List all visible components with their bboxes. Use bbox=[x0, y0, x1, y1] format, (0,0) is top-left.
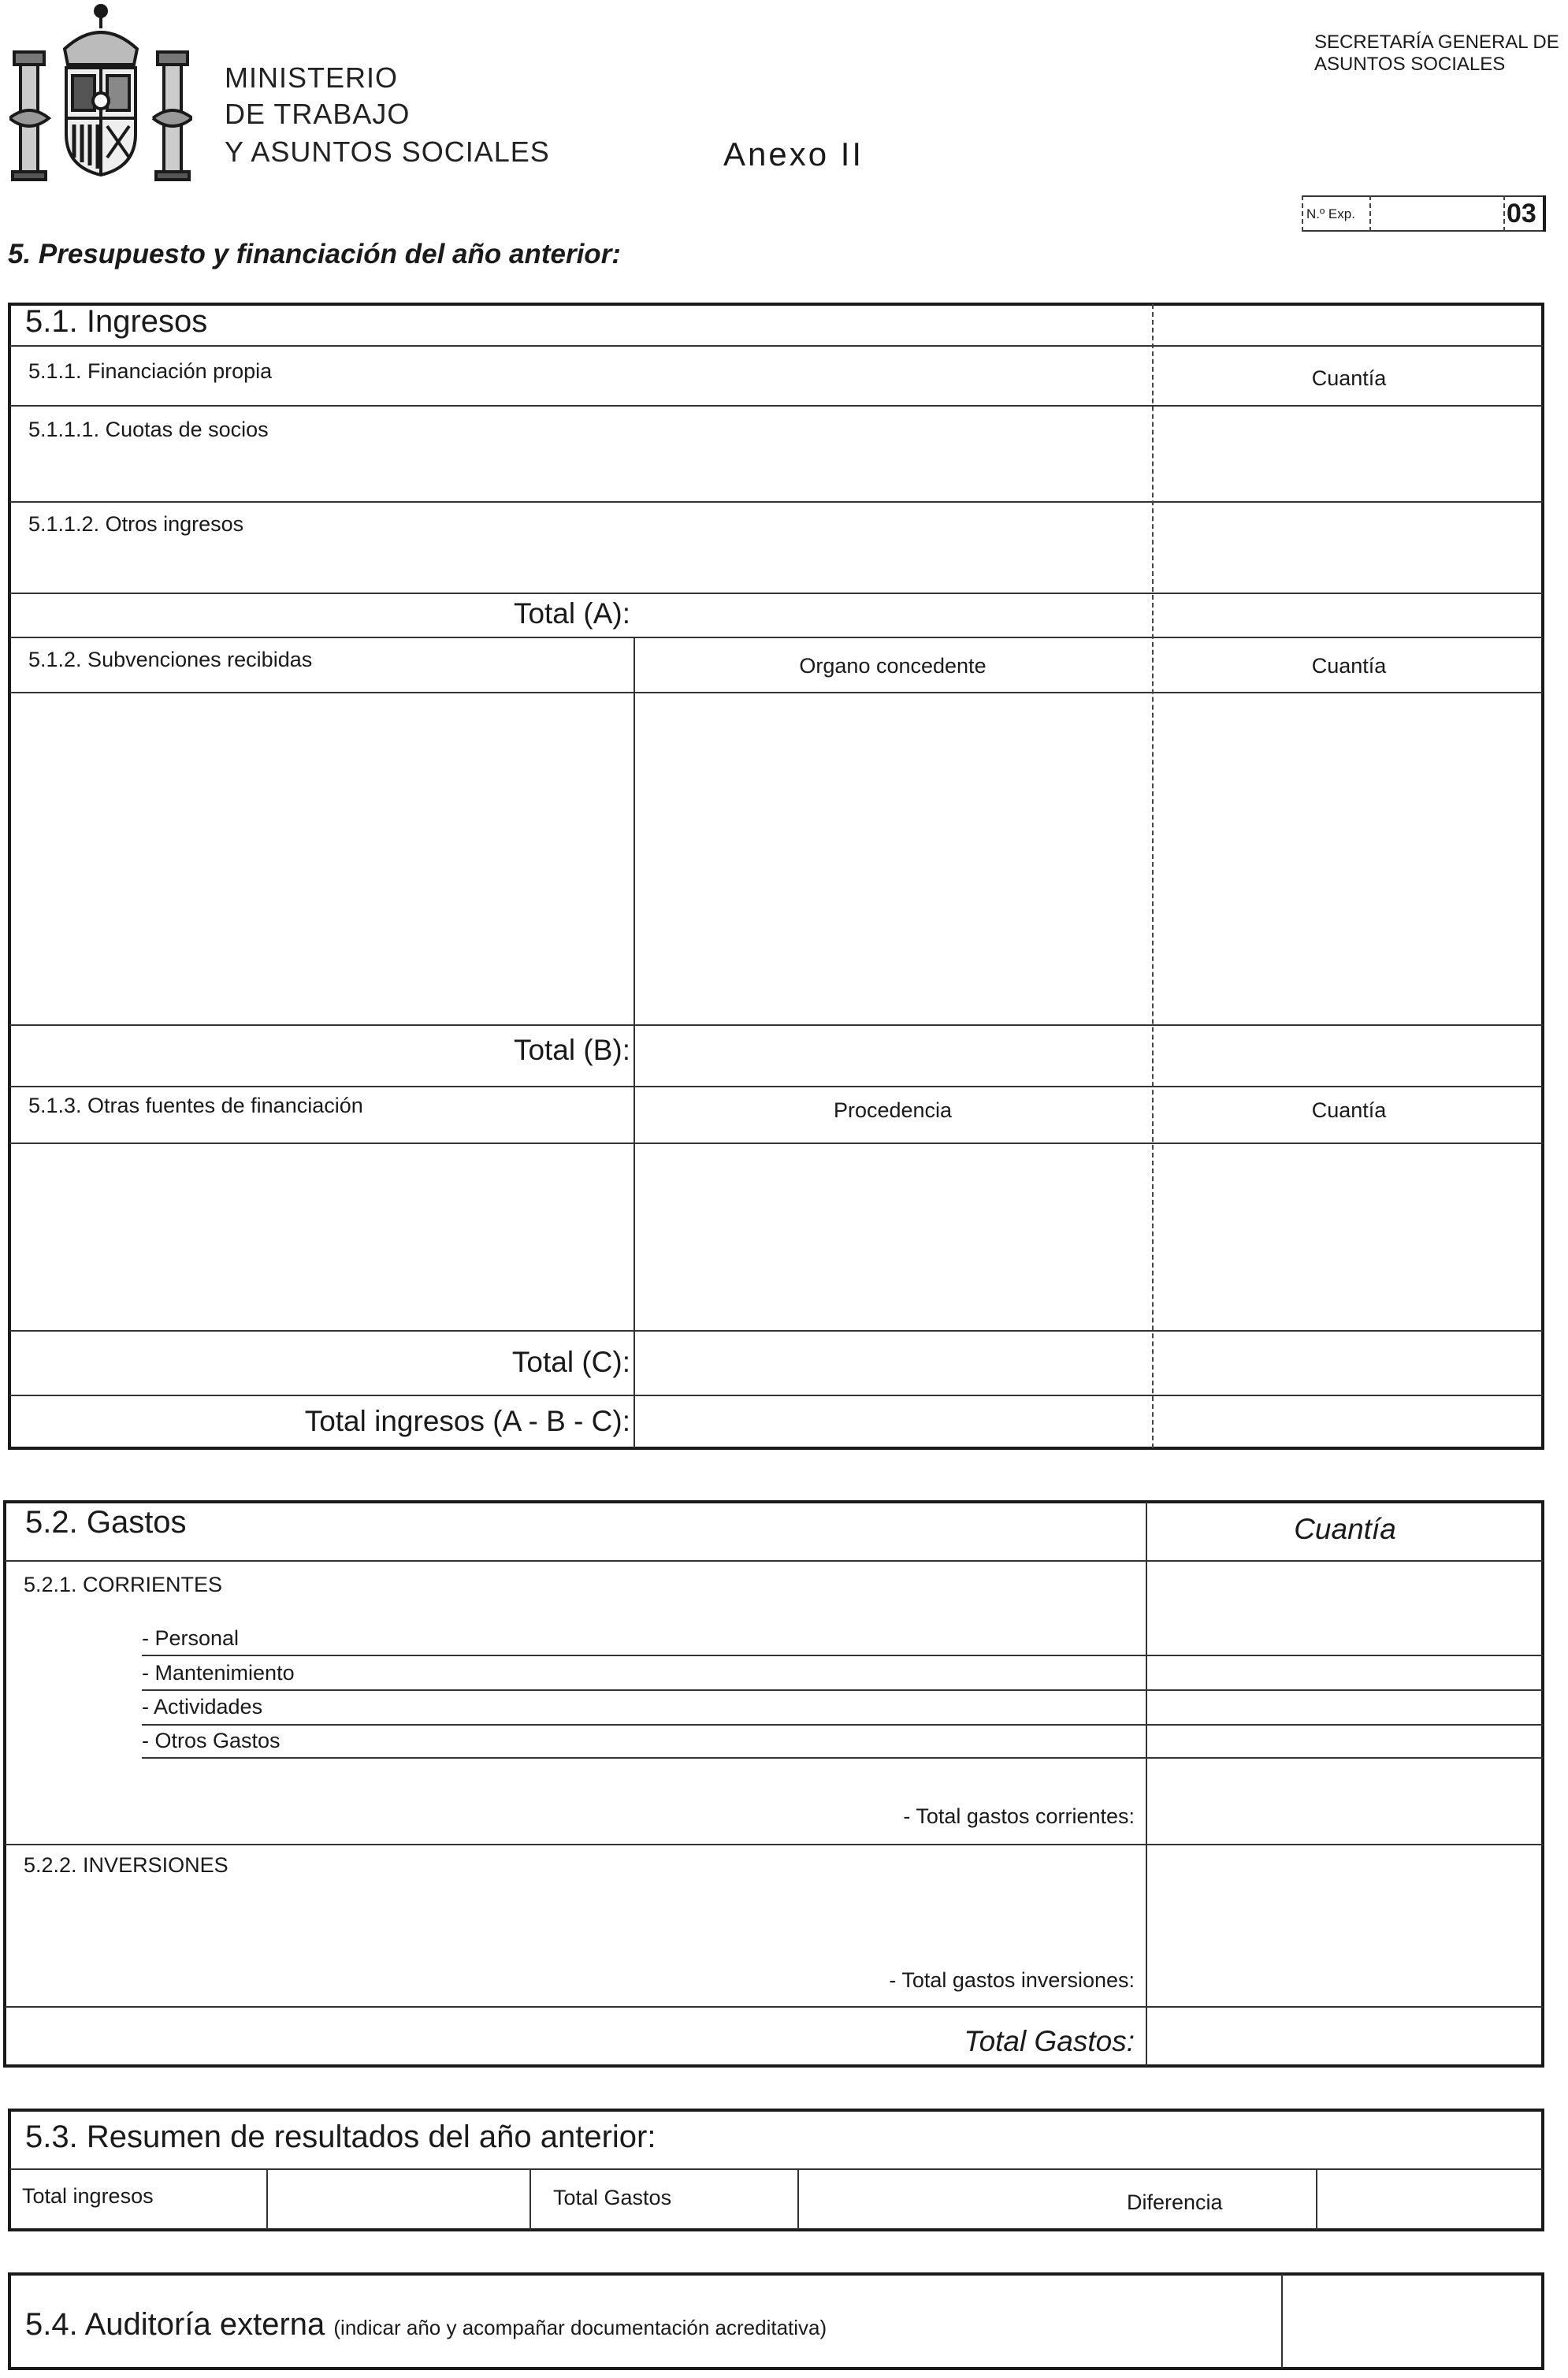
total-c-field[interactable] bbox=[637, 1333, 1541, 1393]
subvenciones-entry-area[interactable] bbox=[11, 695, 632, 1023]
otras-fuentes-amount-area[interactable] bbox=[1155, 1146, 1541, 1328]
resumen-title: 5.3. Resumen de resultados del año anterior: bbox=[25, 2120, 656, 2154]
expediente-code: 03 bbox=[1507, 199, 1536, 229]
fin-propia-label: 5.1.1. Financiación propia bbox=[28, 359, 273, 383]
total-inversiones-field[interactable] bbox=[1149, 1847, 1541, 2005]
auditoria-note: (indicar año y acompañar documentación acreditativa) bbox=[333, 2316, 827, 2339]
organo-entry-area[interactable] bbox=[637, 695, 1150, 1023]
total-ingresos-label: Total ingresos (A - B - C): bbox=[304, 1405, 630, 1437]
subvenciones-amount-area[interactable] bbox=[1155, 695, 1541, 1023]
cuotas-amount-field[interactable] bbox=[1155, 408, 1541, 498]
ministry-line-1: MINISTERIO bbox=[225, 61, 399, 94]
mantenimiento-amount-field[interactable] bbox=[1149, 1658, 1541, 1688]
secretaria-line-1: SECRETARÍA GENERAL DE bbox=[1314, 32, 1559, 53]
otras-fuentes-label: 5.1.3. Otras fuentes de financiación bbox=[28, 1094, 363, 1117]
resumen-diferencia-field[interactable] bbox=[1319, 2172, 1541, 2228]
secretaria-line-2: ASUNTOS SOCIALES bbox=[1314, 54, 1506, 75]
total-c-label: Total (C): bbox=[511, 1346, 630, 1378]
total-a-label: Total (A): bbox=[513, 597, 630, 630]
cuantia-header-1: Cuantía bbox=[1311, 366, 1387, 390]
total-b-label: Total (B): bbox=[513, 1034, 630, 1066]
resumen-total-gastos-label: Total Gastos bbox=[553, 2186, 672, 2209]
resumen-total-gastos-field[interactable] bbox=[801, 2172, 1116, 2228]
annex-label: Anexo II bbox=[723, 136, 864, 173]
total-corrientes-label: - Total gastos corrientes: bbox=[903, 1804, 1135, 1828]
expediente-label: N.º Exp. bbox=[1306, 206, 1355, 221]
cuantia-header-3: Cuantía bbox=[1311, 1098, 1387, 1122]
gasto-item-otros: - Otros Gastos bbox=[142, 1729, 281, 1752]
auditoria-title-text: 5.4. Auditoría externa bbox=[25, 2307, 325, 2342]
auditoria-field[interactable] bbox=[1284, 2276, 1541, 2367]
otros-ingresos-amount-field[interactable] bbox=[1155, 504, 1541, 591]
total-ingresos-field[interactable] bbox=[637, 1398, 1541, 1447]
ministry-line-2: DE TRABAJO bbox=[225, 98, 411, 130]
actividades-amount-field[interactable] bbox=[1149, 1692, 1541, 1722]
organo-header: Organo concedente bbox=[799, 654, 987, 678]
total-inversiones-label: - Total gastos inversiones: bbox=[889, 1968, 1135, 1992]
gastos-title: 5.2. Gastos bbox=[25, 1505, 187, 1540]
gasto-item-personal: - Personal bbox=[142, 1626, 240, 1650]
ingresos-title: 5.1. Ingresos bbox=[25, 304, 208, 339]
otros-gastos-amount-field[interactable] bbox=[1149, 1727, 1541, 1756]
total-gastos-label: Total Gastos: bbox=[964, 2025, 1135, 2057]
coat-of-arms-logo bbox=[9, 0, 192, 183]
otros-ingresos-label: 5.1.1.2. Otros ingresos bbox=[28, 512, 244, 536]
subvenciones-label: 5.1.2. Subvenciones recibidas bbox=[28, 648, 313, 671]
total-b-field[interactable] bbox=[637, 1027, 1541, 1084]
cuotas-label: 5.1.1.1. Cuotas de socios bbox=[28, 418, 269, 441]
procedencia-entry-area[interactable] bbox=[637, 1146, 1150, 1328]
ministry-line-3: Y ASUNTOS SOCIALES bbox=[225, 136, 550, 168]
otras-fuentes-entry-area[interactable] bbox=[11, 1146, 632, 1328]
personal-amount-field[interactable] bbox=[1149, 1625, 1541, 1653]
gasto-item-actividades: - Actividades bbox=[142, 1695, 263, 1718]
gastos-cuantia-header: Cuantía bbox=[1294, 1513, 1396, 1545]
cuantia-header-2: Cuantía bbox=[1311, 654, 1387, 678]
procedencia-header: Procedencia bbox=[833, 1098, 953, 1122]
inversiones-label: 5.2.2. INVERSIONES bbox=[24, 1853, 229, 1877]
gasto-item-mantenimiento: - Mantenimiento bbox=[142, 1661, 295, 1685]
section-title: 5. Presupuesto y financiación del año anterior: bbox=[8, 239, 621, 269]
auditoria-title bbox=[25, 2307, 827, 2343]
total-corrientes-field[interactable] bbox=[1149, 1797, 1541, 1841]
expediente-field[interactable] bbox=[1371, 197, 1502, 230]
corrientes-label: 5.2.1. CORRIENTES bbox=[24, 1573, 223, 1596]
resumen-total-ingresos-label: Total ingresos bbox=[22, 2184, 154, 2208]
total-gastos-field[interactable] bbox=[1149, 2009, 1541, 2064]
resumen-diferencia-label: Diferencia bbox=[1127, 2190, 1223, 2214]
total-a-field[interactable] bbox=[1155, 596, 1541, 635]
resumen-total-ingresos-field[interactable] bbox=[269, 2172, 528, 2228]
